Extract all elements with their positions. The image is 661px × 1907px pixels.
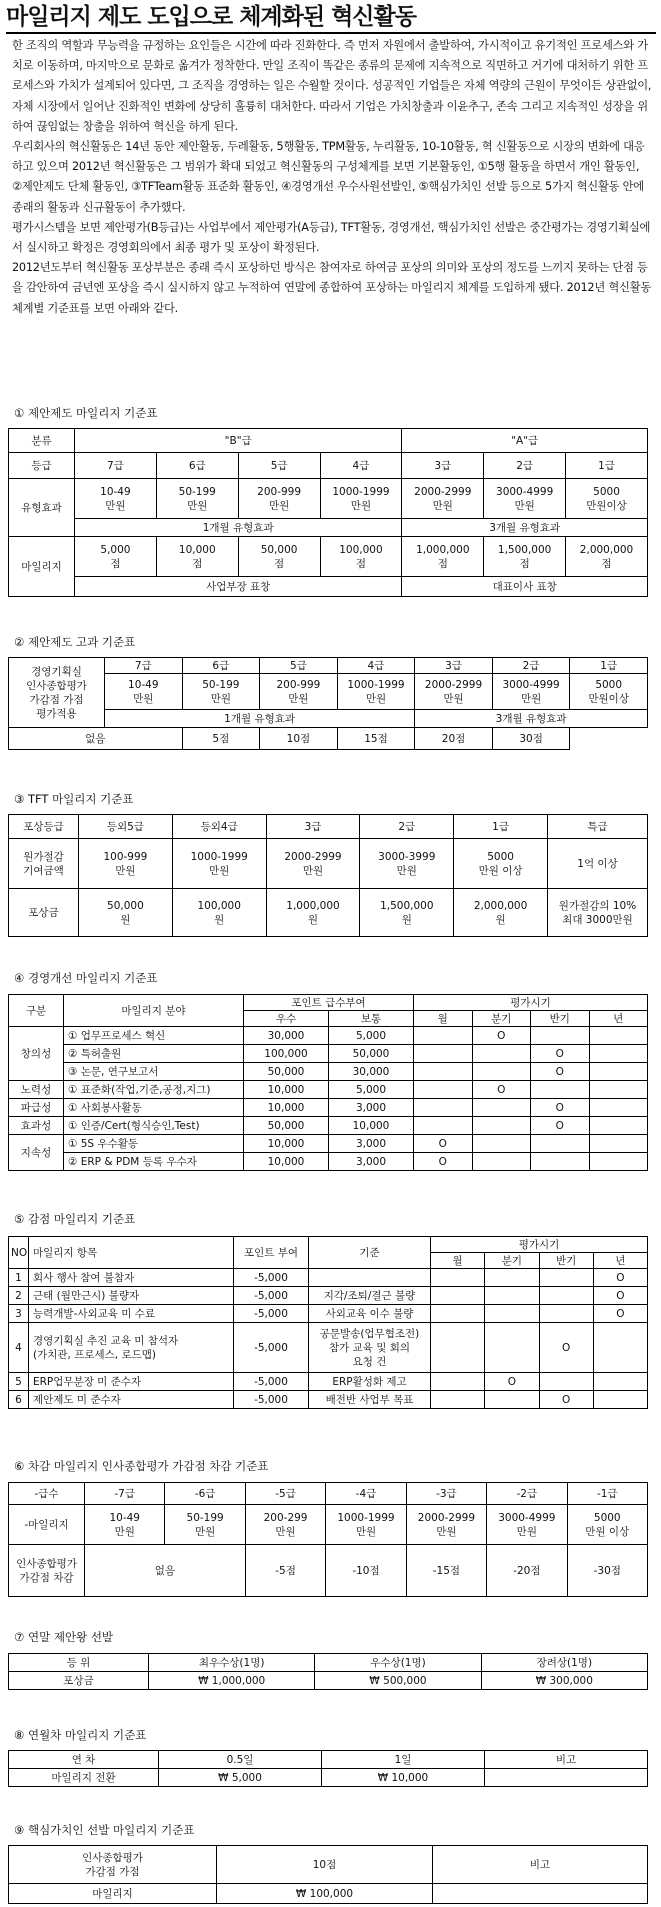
table-cell: 2000-2999 만원 xyxy=(415,674,493,710)
section-4-heading: ④ 경영개선 마일리지 기준표 xyxy=(14,971,158,985)
table-cell: O xyxy=(539,1323,593,1373)
table-cell: 사외교육 이수 불량 xyxy=(309,1305,431,1323)
table-cell: 근태 (월만근시) 불량자 xyxy=(29,1287,234,1305)
table-cell: 파급성 xyxy=(9,1099,64,1117)
table-cell: 회사 행사 참여 불참자 xyxy=(29,1269,234,1287)
table-cell: 반기 xyxy=(539,1253,593,1269)
table-cell: ₩ 100,000 xyxy=(217,1884,433,1904)
table-cell: 비고 xyxy=(433,1846,648,1884)
table-cell: 마일리지 xyxy=(9,537,75,597)
table-cell: 15점 xyxy=(337,728,415,750)
table-cell: 마일리지 분야 xyxy=(64,995,244,1027)
table-cell: O xyxy=(531,1045,590,1063)
table-cell: 분기 xyxy=(472,1011,531,1027)
table-cell: 10,000 점 xyxy=(156,537,238,577)
table-cell: 등 위 xyxy=(9,1654,149,1672)
table-cell xyxy=(431,1373,485,1391)
table-cell xyxy=(589,1153,648,1171)
proposal-king-table xyxy=(8,1653,648,1690)
table-cell: 창의성 xyxy=(9,1027,64,1081)
table-cell: -5,000 xyxy=(234,1323,309,1373)
table-cell: 3000-4999 만원 xyxy=(492,674,570,710)
table-cell: 3급 xyxy=(266,815,360,839)
table-cell: 평가시기 xyxy=(431,1237,648,1253)
table-cell: 경영기획실 인사종합평가 가감점 가점 평가적용 xyxy=(9,658,105,728)
table-cell xyxy=(485,1769,648,1787)
table-cell xyxy=(431,1391,485,1409)
table-cell: 30,000 xyxy=(329,1063,414,1081)
section-9-heading: ⑨ 핵심가치인 선발 마일리지 기준표 xyxy=(14,1823,195,1837)
table-cell: 등외5급 xyxy=(79,815,173,839)
table-cell: 5000 만원 이상 xyxy=(567,1505,647,1545)
table-cell: 7급 xyxy=(75,453,157,479)
table-cell: 포상금 xyxy=(9,1672,149,1690)
table-cell: -4급 xyxy=(326,1483,406,1505)
table-cell: 5,000 xyxy=(329,1027,414,1045)
table-cell: 효과성 xyxy=(9,1117,64,1135)
table-cell: -마일리지 xyxy=(9,1505,85,1545)
table-cell: 분류 xyxy=(9,429,75,453)
table-cell: 1개월 유형효과 xyxy=(105,710,415,728)
table-cell: 6 xyxy=(9,1391,29,1409)
table-cell xyxy=(414,1045,473,1063)
table-cell: -5,000 xyxy=(234,1269,309,1287)
table-cell: 기준 xyxy=(309,1237,431,1269)
table-cell: 3 xyxy=(9,1305,29,1323)
table-cell: 1개월 유형효과 xyxy=(75,519,402,537)
annual-leave-mileage-table xyxy=(8,1750,648,1787)
table-cell: -6급 xyxy=(165,1483,245,1505)
table-cell: 평가시기 xyxy=(414,995,648,1011)
table-cell: 50-199 만원 xyxy=(165,1505,245,1545)
table-cell: 분기 xyxy=(485,1253,539,1269)
table-cell: 인사종합평가 가감점 가점 xyxy=(9,1846,217,1884)
table-cell: 1급 xyxy=(454,815,548,839)
table-cell: 3급 xyxy=(402,453,484,479)
table-cell xyxy=(531,1135,590,1153)
table-cell: 마일리지 전환 xyxy=(9,1769,159,1787)
table-cell: 연 차 xyxy=(9,1751,159,1769)
table-cell: 200-999 만원 xyxy=(238,479,320,519)
table-cell xyxy=(593,1323,647,1373)
table-cell: 포상등급 xyxy=(9,815,79,839)
table-cell: 보통 xyxy=(329,1011,414,1027)
table-cell: 년 xyxy=(589,1011,648,1027)
table-cell: 4급 xyxy=(337,658,415,674)
table-cell: 경영기획실 추진 교육 미 참석자 (가치관, 프로세스, 로드맵) xyxy=(29,1323,234,1373)
management-improvement-table xyxy=(8,994,648,1171)
table-cell xyxy=(472,1153,531,1171)
table-cell: ① 업무프로세스 혁신 xyxy=(64,1027,244,1045)
table-cell: 50-199 만원 xyxy=(182,674,260,710)
table-cell xyxy=(531,1027,590,1045)
table-cell: 4급 xyxy=(320,453,402,479)
table-cell: 1000-1999 만원 xyxy=(337,674,415,710)
table-cell: 3개월 유형효과 xyxy=(402,519,648,537)
table-cell: 200-999 만원 xyxy=(260,674,338,710)
table-cell xyxy=(433,1884,648,1904)
section-1-heading: ① 제안제도 마일리지 기준표 xyxy=(14,406,158,420)
table-cell: 노력성 xyxy=(9,1081,64,1099)
table-cell: ① 사회봉사활동 xyxy=(64,1099,244,1117)
table-cell xyxy=(485,1391,539,1409)
table-cell xyxy=(414,1027,473,1045)
table-cell: 5급 xyxy=(238,453,320,479)
table-cell xyxy=(485,1323,539,1373)
table-cell: 6급 xyxy=(156,453,238,479)
table-cell xyxy=(431,1287,485,1305)
proposal-appraisal-table xyxy=(8,657,648,750)
table-cell: -30점 xyxy=(567,1545,647,1597)
table-cell: 포인트 급수부여 xyxy=(244,995,414,1011)
section-6-heading: ⑥ 차감 마일리지 인사종합평가 가감점 차감 기준표 xyxy=(14,1459,269,1473)
table-cell: -5급 xyxy=(245,1483,325,1505)
table-cell: 유형효과 xyxy=(9,479,75,537)
table-cell: 1억 이상 xyxy=(548,839,648,889)
table-cell: 대표이사 표창 xyxy=(402,577,648,597)
deduction-mileage-table xyxy=(8,1236,648,1409)
table-cell: 200-299 만원 xyxy=(245,1505,325,1545)
table-cell: 2000-2999 만원 xyxy=(406,1505,486,1545)
table-cell: 2급 xyxy=(492,658,570,674)
table-cell: 년 xyxy=(593,1253,647,1269)
table-cell: 20점 xyxy=(415,728,493,750)
table-cell: 10,000 xyxy=(329,1117,414,1135)
table-cell: 5,000 xyxy=(329,1081,414,1099)
table-cell: 50,000 xyxy=(244,1063,329,1081)
table-cell xyxy=(485,1269,539,1287)
table-cell: 5000 만원이상 xyxy=(570,674,648,710)
table-cell: 능력개발-사외교육 미 수료 xyxy=(29,1305,234,1323)
table-cell xyxy=(431,1269,485,1287)
table-cell: 등급 xyxy=(9,453,75,479)
table-cell xyxy=(414,1099,473,1117)
table-cell: 제안제도 미 준수자 xyxy=(29,1391,234,1409)
table-cell: O xyxy=(472,1081,531,1099)
table-cell: 3000-4999 만원 xyxy=(484,479,566,519)
table-cell: 1,500,000 점 xyxy=(484,537,566,577)
table-cell: 50,000 점 xyxy=(238,537,320,577)
table-cell: 최우수상(1명) xyxy=(149,1654,315,1672)
table-cell: -10점 xyxy=(326,1545,406,1597)
table-cell: 3,000 xyxy=(329,1135,414,1153)
table-cell: 6급 xyxy=(182,658,260,674)
table-cell xyxy=(485,1287,539,1305)
table-cell: 10,000 xyxy=(244,1099,329,1117)
table-cell: -15점 xyxy=(406,1545,486,1597)
table-cell: O xyxy=(531,1117,590,1135)
table-cell xyxy=(589,1027,648,1045)
table-cell xyxy=(589,1099,648,1117)
table-cell: O xyxy=(472,1027,531,1045)
table-cell: 10-49 만원 xyxy=(105,674,183,710)
table-cell: 지속성 xyxy=(9,1135,64,1171)
table-cell xyxy=(531,1153,590,1171)
section-2-heading: ② 제안제도 고과 기준표 xyxy=(14,635,136,649)
table-cell: 5,000 점 xyxy=(75,537,157,577)
table-cell xyxy=(589,1081,648,1099)
table-cell: O xyxy=(593,1305,647,1323)
table-cell xyxy=(414,1063,473,1081)
core-value-mileage-table xyxy=(8,1845,648,1904)
table-cell: O xyxy=(593,1287,647,1305)
table-cell: 마일리지 항목 xyxy=(29,1237,234,1269)
table-cell: 월 xyxy=(414,1011,473,1027)
table-cell: ② ERP & PDM 등록 우수자 xyxy=(64,1153,244,1171)
table-cell xyxy=(472,1099,531,1117)
table-cell: 5000 만원 이상 xyxy=(454,839,548,889)
table-cell xyxy=(539,1373,593,1391)
section-3-heading: ③ TFT 마일리지 기준표 xyxy=(14,792,134,806)
table-cell: ③ 논문, 연구보고서 xyxy=(64,1063,244,1081)
table-cell: 원가절감 기여금액 xyxy=(9,839,79,889)
table-cell: 50,000 xyxy=(244,1117,329,1135)
intro-paragraph: 2012년도부터 혁신활동 포상부분은 종래 즉시 포상하던 방식은 참여자로 하여금 포상의 의미와 포상의 정도를 느끼지 못하는 단점 등을 감안하여 금년엔 포상을 즉시 실시하지 않고 누적하여 연말에 종합하여 포상하는 마일리지 체계를 도입하게 됐다. 2012년 혁신활동 체계별 기준표를 보면 아래와 같다. xyxy=(12,261,652,315)
table-cell: ① 인증/Cert(형식승인,Test) xyxy=(64,1117,244,1135)
table-cell: 없음 xyxy=(85,1545,246,1597)
table-cell: 3000-3999 만원 xyxy=(360,839,454,889)
table-cell: 반기 xyxy=(531,1011,590,1027)
table-cell: 1,500,000 원 xyxy=(360,889,454,937)
table-cell: 10점 xyxy=(260,728,338,750)
table-cell xyxy=(472,1135,531,1153)
table-cell: 3,000 xyxy=(329,1099,414,1117)
table-cell: 2000-2999 만원 xyxy=(266,839,360,889)
table-cell: 우수 xyxy=(244,1011,329,1027)
table-cell xyxy=(472,1045,531,1063)
table-cell: 2 xyxy=(9,1287,29,1305)
table-cell xyxy=(589,1045,648,1063)
table-cell: 3개월 유형효과 xyxy=(415,710,648,728)
table-cell xyxy=(431,1305,485,1323)
table-cell: -5,000 xyxy=(234,1373,309,1391)
table-cell: 0.5일 xyxy=(159,1751,322,1769)
table-cell: 특급 xyxy=(548,815,648,839)
table-cell: 10-49 만원 xyxy=(85,1505,165,1545)
table-cell: 우수상(1명) xyxy=(315,1654,481,1672)
table-cell: 공문발송(업무협조전) 참가 교육 및 회의 요청 건 xyxy=(309,1323,431,1373)
table-cell xyxy=(309,1269,431,1287)
section-7-heading: ⑦ 연말 제안왕 선발 xyxy=(14,1630,114,1644)
table-cell: "B"급 xyxy=(75,429,402,453)
table-cell: 10-49 만원 xyxy=(75,479,157,519)
table-cell xyxy=(539,1287,593,1305)
table-cell: 1급 xyxy=(566,453,648,479)
table-cell: 마일리지 xyxy=(9,1884,217,1904)
table-cell: 100-999 만원 xyxy=(79,839,173,889)
section-5-heading: ⑤ 감점 마일리지 기준표 xyxy=(14,1212,136,1226)
table-cell xyxy=(485,1305,539,1323)
table-cell: ₩ 500,000 xyxy=(315,1672,481,1690)
table-cell: 1급 xyxy=(570,658,648,674)
table-cell: 지각/조퇴/결근 불량 xyxy=(309,1287,431,1305)
tft-mileage-table xyxy=(8,814,648,937)
intro-paragraph: 한 조직의 역할과 무능력을 규정하는 요인들은 시간에 따라 진화한다. 즉 먼저 자원에서 출발하여, 가시적이고 유기적인 프로세스와 가치로 이동하며, 마지막으로 문화로 옮겨가 정착한다. 만일 조직이 똑같은 종류의 문제에 지속적으로 직면하고 거기에 대처하기 위한 프로세스와 가치가 설계되어 있다면, 그 조직을 경영하는 일은 수월할 것이다. 성공적인 기업들은 자체 역량의 근원이 무엇이든 상관없이, 자체 시장에서 일어난 진화적인 변화에 상당히 훌륭히 대처한다. 따라서 기업은 가치창출과 이윤추구, 존속 그리고 지속적인 성장을 위하여 끊임없는 창출을 위하여 혁신을 하게 된다. xyxy=(12,39,652,133)
table-cell: 사업부장 표창 xyxy=(75,577,402,597)
table-cell: ₩ 1,000,000 xyxy=(149,1672,315,1690)
table-cell: ② 특허출원 xyxy=(64,1045,244,1063)
proposal-mileage-table xyxy=(8,428,648,597)
table-cell: 5급 xyxy=(260,658,338,674)
table-cell xyxy=(593,1391,647,1409)
table-cell: O xyxy=(531,1063,590,1081)
table-cell: 10,000 xyxy=(244,1081,329,1099)
table-cell: 50,000 원 xyxy=(79,889,173,937)
table-cell: 100,000 xyxy=(244,1045,329,1063)
table-cell: -5점 xyxy=(245,1545,325,1597)
table-cell: ERP활성화 제고 xyxy=(309,1373,431,1391)
table-cell: -1급 xyxy=(567,1483,647,1505)
table-cell: 1000-1999 만원 xyxy=(326,1505,406,1545)
table-cell: -5,000 xyxy=(234,1287,309,1305)
table-cell xyxy=(414,1117,473,1135)
table-cell xyxy=(589,1135,648,1153)
table-cell: -2급 xyxy=(487,1483,567,1505)
table-cell: O xyxy=(531,1099,590,1117)
table-cell: 월 xyxy=(431,1253,485,1269)
table-cell: ① 표준화(작업,기준,공정,지그) xyxy=(64,1081,244,1099)
table-cell: 50-199 만원 xyxy=(156,479,238,519)
table-cell: -7급 xyxy=(85,1483,165,1505)
table-cell: 배전반 사업부 목표 xyxy=(309,1391,431,1409)
table-cell xyxy=(472,1063,531,1081)
table-cell: -20점 xyxy=(487,1545,567,1597)
table-cell: -5,000 xyxy=(234,1391,309,1409)
table-cell: 인사종합평가 가감점 차감 xyxy=(9,1545,85,1597)
table-cell: 구분 xyxy=(9,995,64,1027)
table-cell: 1 xyxy=(9,1269,29,1287)
deduction-appraisal-table xyxy=(8,1482,648,1597)
table-cell: 1000-1999 만원 xyxy=(172,839,266,889)
table-cell xyxy=(539,1305,593,1323)
table-cell: 10,000 xyxy=(244,1153,329,1171)
table-cell: 1000-1999 만원 xyxy=(320,479,402,519)
table-cell: 4 xyxy=(9,1323,29,1373)
table-cell: 2급 xyxy=(360,815,454,839)
table-cell: 2급 xyxy=(484,453,566,479)
table-cell: 2000-2999 만원 xyxy=(402,479,484,519)
table-cell: O xyxy=(539,1391,593,1409)
table-cell xyxy=(589,1063,648,1081)
table-cell: 5 xyxy=(9,1373,29,1391)
table-cell: 장려상(1명) xyxy=(481,1654,647,1672)
table-cell xyxy=(531,1081,590,1099)
intro-paragraph: 평가시스템을 보면 제안평가(B등급)는 사업부에서 제안평가(A등급), TFT활동, 경영개선, 핵심가치인 선발은 중간평가는 경영기획실에서 실시하고 확정은 경영회의에서 최종 평가 및 포상이 확정된다. xyxy=(12,220,651,255)
table-cell: O xyxy=(485,1373,539,1391)
table-cell: 10점 xyxy=(217,1846,433,1884)
table-cell: 등외4급 xyxy=(172,815,266,839)
table-cell: -5,000 xyxy=(234,1305,309,1323)
table-cell: O xyxy=(593,1269,647,1287)
table-cell: NO xyxy=(9,1237,29,1269)
intro-paragraph: 우리회사의 혁신활동은 14년 동안 제안활동, 두레활동, 5행활동, TPM활동, 누리활동, 10-10활동, 혁 신활동으로 시장의 변화에 대응하고 있으며 2012년 혁신활동은 그 범위가 확대 되었고 혁신활동의 구성체계를 보면 기본활동인, ①5행 활동을 하면서 개인 활동인, ②제안제도 단체 활동인, ③TFTeam활동 표준화 활동인, ④경영개선 우수사원선발인, ⑤핵심가치인 선발 등으로 5가지 혁신활동 안에 종래의 활동과 신규활동이 추가했다. xyxy=(12,140,645,214)
table-cell: 2,000,000 원 xyxy=(454,889,548,937)
table-cell: 30,000 xyxy=(244,1027,329,1045)
table-cell xyxy=(414,1081,473,1099)
table-cell: 7급 xyxy=(105,658,183,674)
table-cell: 2,000,000 점 xyxy=(566,537,648,577)
table-cell: 1일 xyxy=(322,1751,485,1769)
table-cell: 30점 xyxy=(492,728,570,750)
table-cell: 포인트 부여 xyxy=(234,1237,309,1269)
table-cell xyxy=(589,1117,648,1135)
table-cell xyxy=(539,1269,593,1287)
table-cell: 50,000 xyxy=(329,1045,414,1063)
table-cell: 비고 xyxy=(485,1751,648,1769)
table-cell: ₩ 5,000 xyxy=(159,1769,322,1787)
table-cell: 5000 만원이상 xyxy=(566,479,648,519)
table-cell: ERP업무분장 미 준수자 xyxy=(29,1373,234,1391)
table-cell: O xyxy=(414,1135,473,1153)
table-cell: ₩ 300,000 xyxy=(481,1672,647,1690)
table-cell xyxy=(431,1323,485,1373)
table-cell: -3급 xyxy=(406,1483,486,1505)
table-cell: 3,000 xyxy=(329,1153,414,1171)
table-cell: "A"급 xyxy=(402,429,648,453)
section-8-heading: ⑧ 연월차 마일리지 기준표 xyxy=(14,1728,147,1742)
table-cell: 포상금 xyxy=(9,889,79,937)
table-cell: 3급 xyxy=(415,658,493,674)
table-cell: 원가절감의 10% 최대 3000만원 xyxy=(548,889,648,937)
table-cell: 10,000 xyxy=(244,1135,329,1153)
table-cell: 없음 xyxy=(9,728,183,750)
table-cell: 1,000,000 점 xyxy=(402,537,484,577)
table-cell: ① 5S 우수활동 xyxy=(64,1135,244,1153)
table-cell: ₩ 10,000 xyxy=(322,1769,485,1787)
table-cell: 1,000,000 원 xyxy=(266,889,360,937)
page-title: 마일리지 제도 도입으로 체계화된 혁신활동 xyxy=(6,2,656,34)
table-cell: -급수 xyxy=(9,1483,85,1505)
table-cell xyxy=(593,1373,647,1391)
table-cell: O xyxy=(414,1153,473,1171)
table-cell xyxy=(472,1117,531,1135)
table-cell: 5점 xyxy=(182,728,260,750)
table-cell: 100,000 원 xyxy=(172,889,266,937)
table-cell: 100,000 점 xyxy=(320,537,402,577)
intro-text xyxy=(12,36,652,319)
table-cell: 3000-4999 만원 xyxy=(487,1505,567,1545)
